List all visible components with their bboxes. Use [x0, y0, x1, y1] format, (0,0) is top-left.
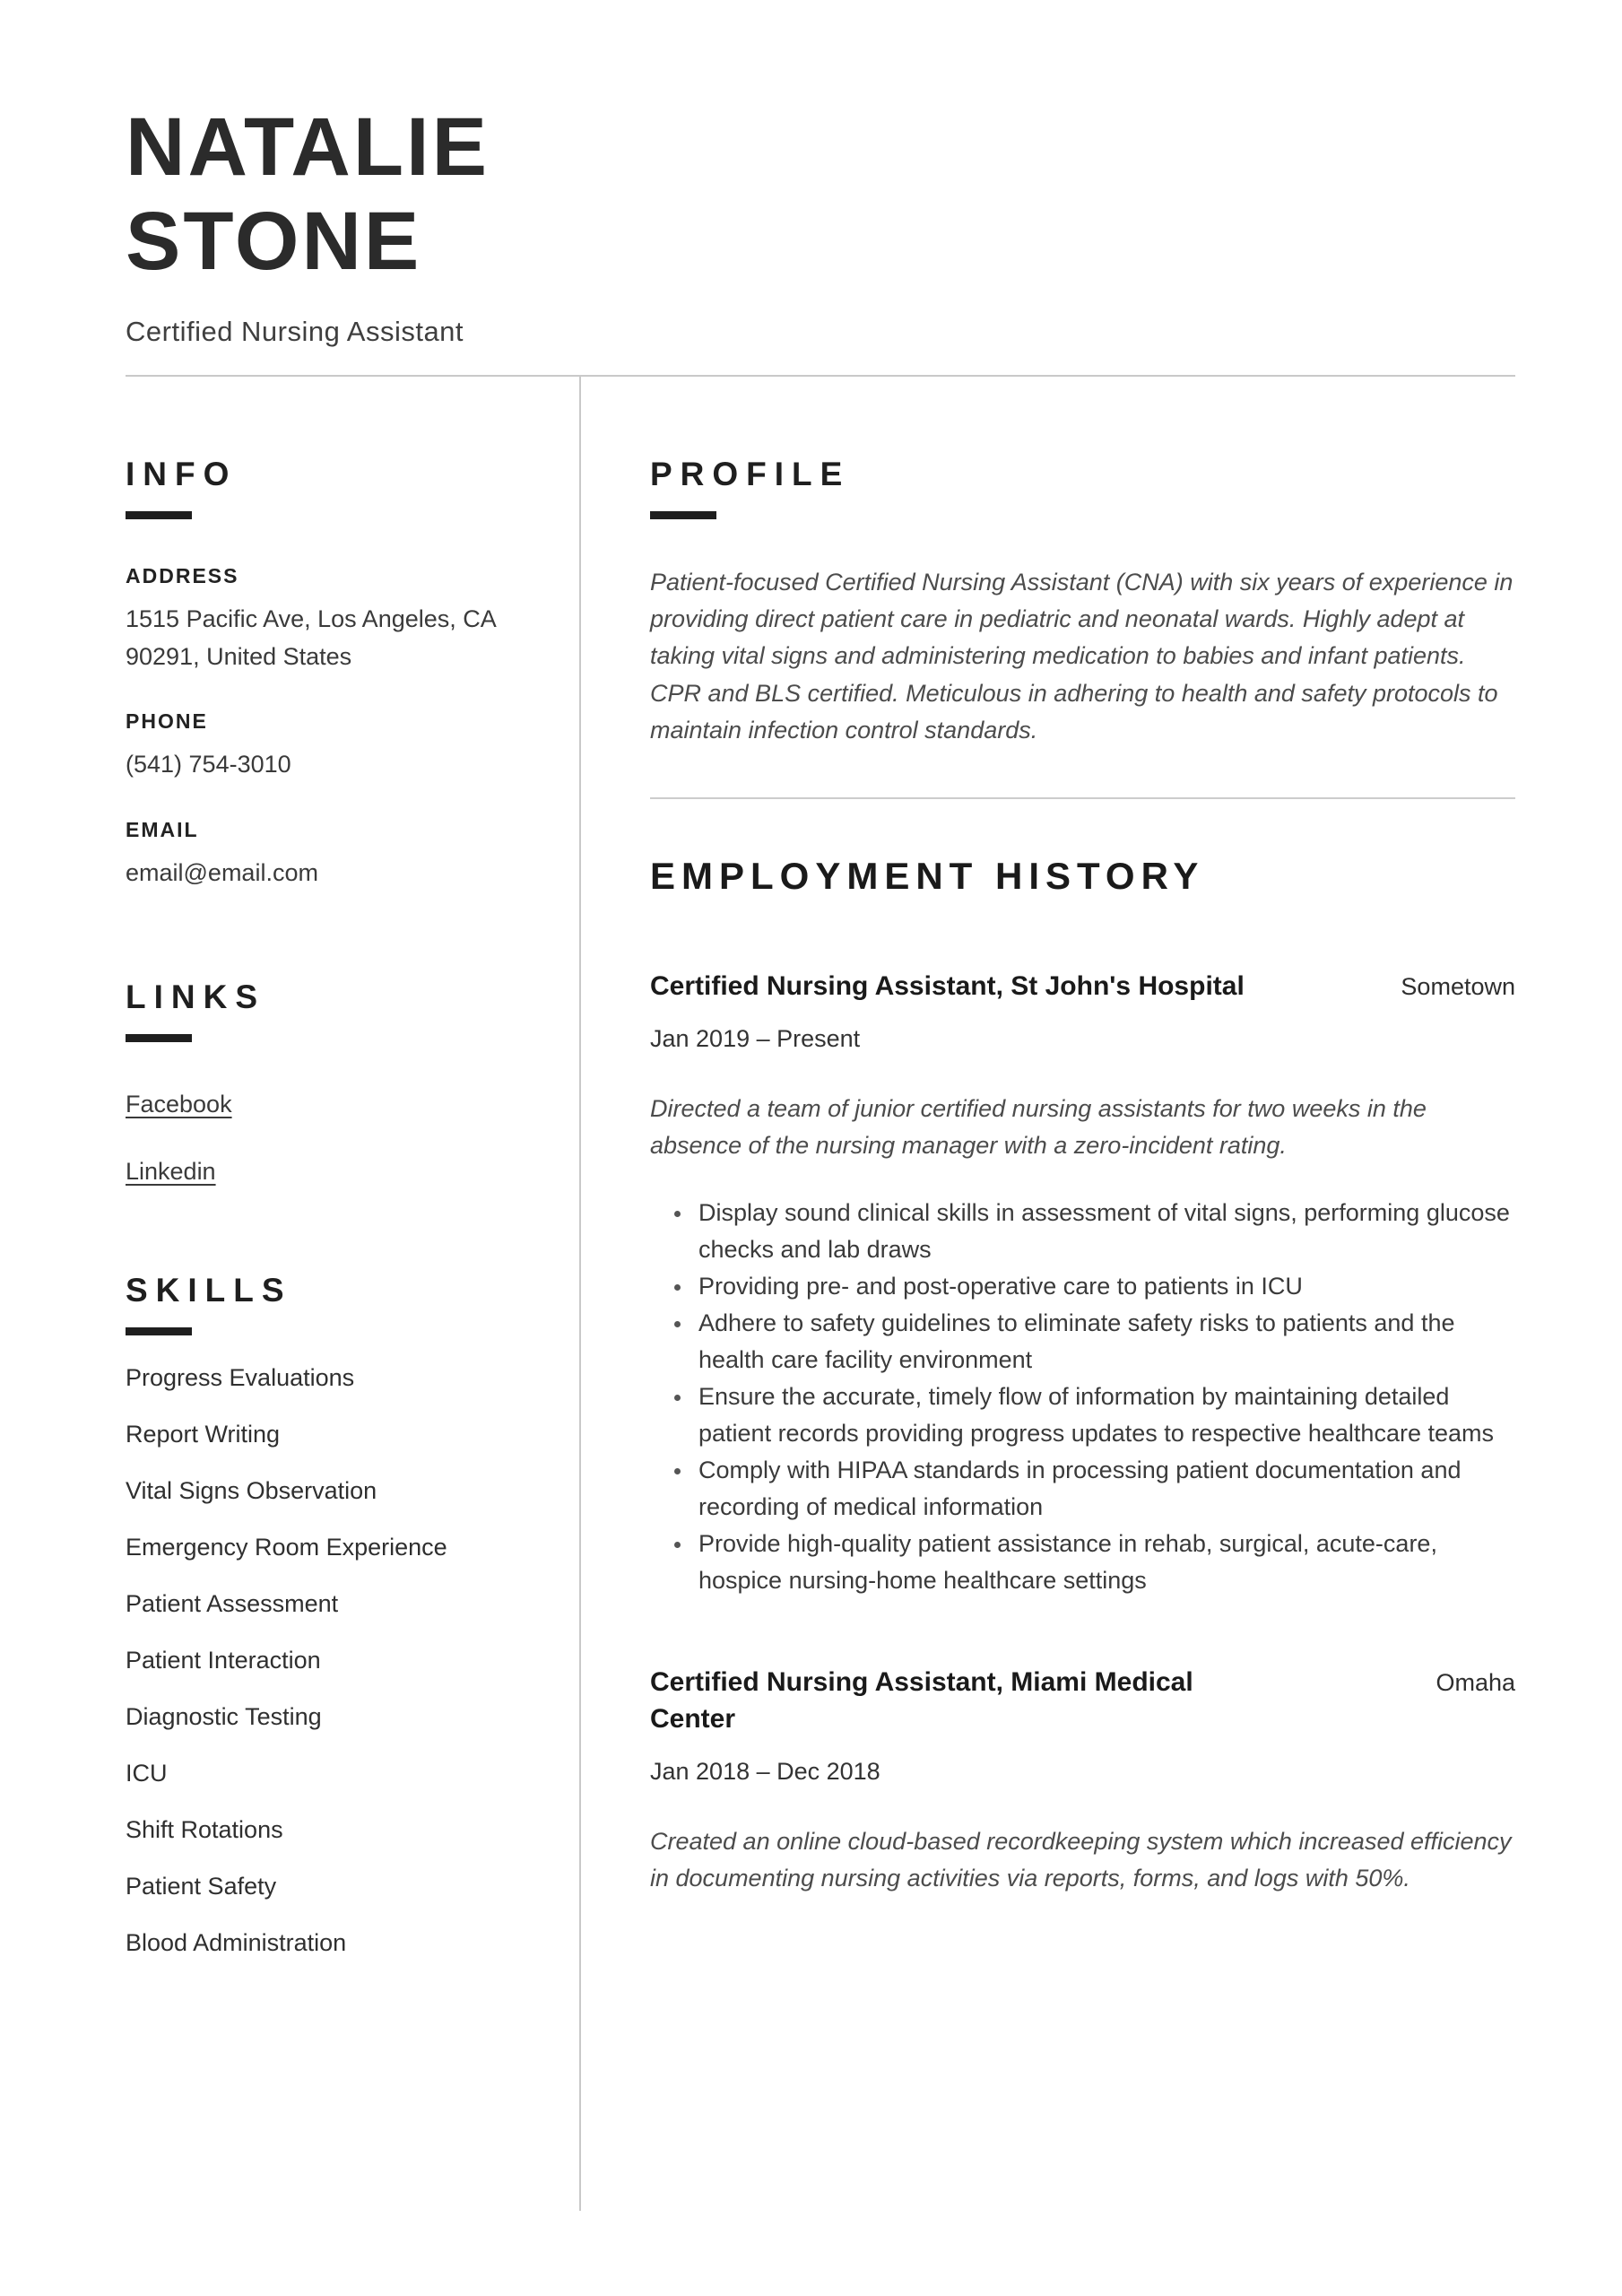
bullet-item: • Ensure the accurate, timely flow of information by maintaining detailed patient records providing progress updates to respective healthcare teams	[693, 1378, 1515, 1452]
skill-item: Diagnostic Testing	[126, 1703, 322, 1731]
email-label: EMAIL	[126, 818, 199, 842]
skill-item: Report Writing	[126, 1421, 281, 1448]
phone-label: PHONE	[126, 709, 208, 734]
skill-item: Shift Rotations	[126, 1816, 283, 1844]
page-title: NATALIE STONE	[126, 101, 490, 287]
skills-section-title: SKILLS	[126, 1272, 292, 1309]
links-section	[126, 978, 515, 1186]
job-header	[650, 1664, 1515, 1738]
skill-item: Vital Signs Observation	[126, 1477, 377, 1505]
employment-section	[650, 855, 1515, 1897]
skill-item: Blood Administration	[126, 1929, 347, 1957]
address-value: 1515 Pacific Ave, Los Angeles, CA 90291, United States	[126, 604, 496, 670]
job-entry	[650, 968, 1515, 1599]
profile-section	[650, 456, 1515, 749]
job-title: Certified Nursing Assistant, Miami Medical Center	[650, 1667, 1193, 1735]
link-linkedin[interactable]: Linkedin	[126, 1158, 216, 1186]
skill-item: Patient Assessment	[126, 1590, 339, 1618]
skill-item: ICU	[126, 1760, 168, 1787]
sidebar	[126, 377, 581, 2211]
skill-item: Patient Interaction	[126, 1647, 321, 1674]
job-summary: Directed a team of junior certified nursing assistants for two weeks in the absence of the nursing manager with a zero-incident rating.	[650, 1094, 1427, 1159]
link-facebook[interactable]: Facebook	[126, 1091, 232, 1118]
job-dates: Jan 2018 – Dec 2018	[650, 1757, 880, 1785]
skills-list	[126, 1364, 515, 1957]
job-bullets	[650, 1195, 1515, 1599]
job-entry	[650, 1664, 1515, 1897]
profile-text: Patient-focused Certified Nursing Assistant (CNA) with six years of experience in providing direct patient care in pediatric and neonatal wards. Highly adept at taking vital signs and administering medication to babies and infant patients. CPR and BLS certified. Meticulous in adhering to health and safety protocols to maintain infection control standards.	[650, 568, 1514, 744]
skill-item: Patient Safety	[126, 1873, 277, 1900]
skill-item: Emergency Room Experience	[126, 1534, 447, 1561]
section-underline	[650, 511, 716, 519]
bullet-item: • Adhere to safety guidelines to eliminate safety risks to patients and the health care facility environment	[693, 1305, 1515, 1378]
section-underline	[126, 511, 192, 519]
phone-value: (541) 754-3010	[126, 751, 291, 778]
bullet-item: • Providing pre- and post-operative care to patients in ICU	[693, 1268, 1515, 1305]
bullet-item: • Provide high-quality patient assistance in rehab, surgical, acute-care, hospice nursing-home healthcare settings	[693, 1526, 1515, 1599]
content-columns	[126, 377, 1515, 2211]
job-location: Omaha	[1436, 1669, 1515, 1697]
email-value: email@email.com	[126, 859, 318, 887]
section-underline	[126, 1034, 192, 1042]
job-location: Sometown	[1401, 973, 1515, 1001]
bullet-item: • Display sound clinical skills in assessment of vital signs, performing glucose checks and lab draws	[693, 1195, 1515, 1268]
job-subtitle: Certified Nursing Assistant	[126, 315, 464, 347]
section-underline	[126, 1327, 192, 1335]
skill-item: Progress Evaluations	[126, 1364, 355, 1392]
job-header	[650, 968, 1515, 1004]
skills-section	[126, 1272, 515, 1957]
links-section-title: LINKS	[126, 978, 265, 1016]
job-title: Certified Nursing Assistant, St John's Hospital	[650, 971, 1245, 1002]
profile-section-title: PROFILE	[650, 455, 851, 492]
employment-section-title: EMPLOYMENT HISTORY	[650, 855, 1205, 898]
section-divider	[650, 797, 1515, 799]
job-dates: Jan 2019 – Present	[650, 1024, 861, 1052]
job-summary: Created an online cloud-based recordkeeping system which increased efficiency in documenting nursing activities via reports, forms, and logs with 50%.	[650, 1827, 1512, 1892]
info-section	[126, 456, 515, 892]
info-section-title: INFO	[126, 455, 238, 492]
main-column	[581, 377, 1515, 2211]
address-label: ADDRESS	[126, 563, 239, 587]
bullet-item: • Comply with HIPAA standards in processing patient documentation and recording of medical information	[693, 1452, 1515, 1526]
